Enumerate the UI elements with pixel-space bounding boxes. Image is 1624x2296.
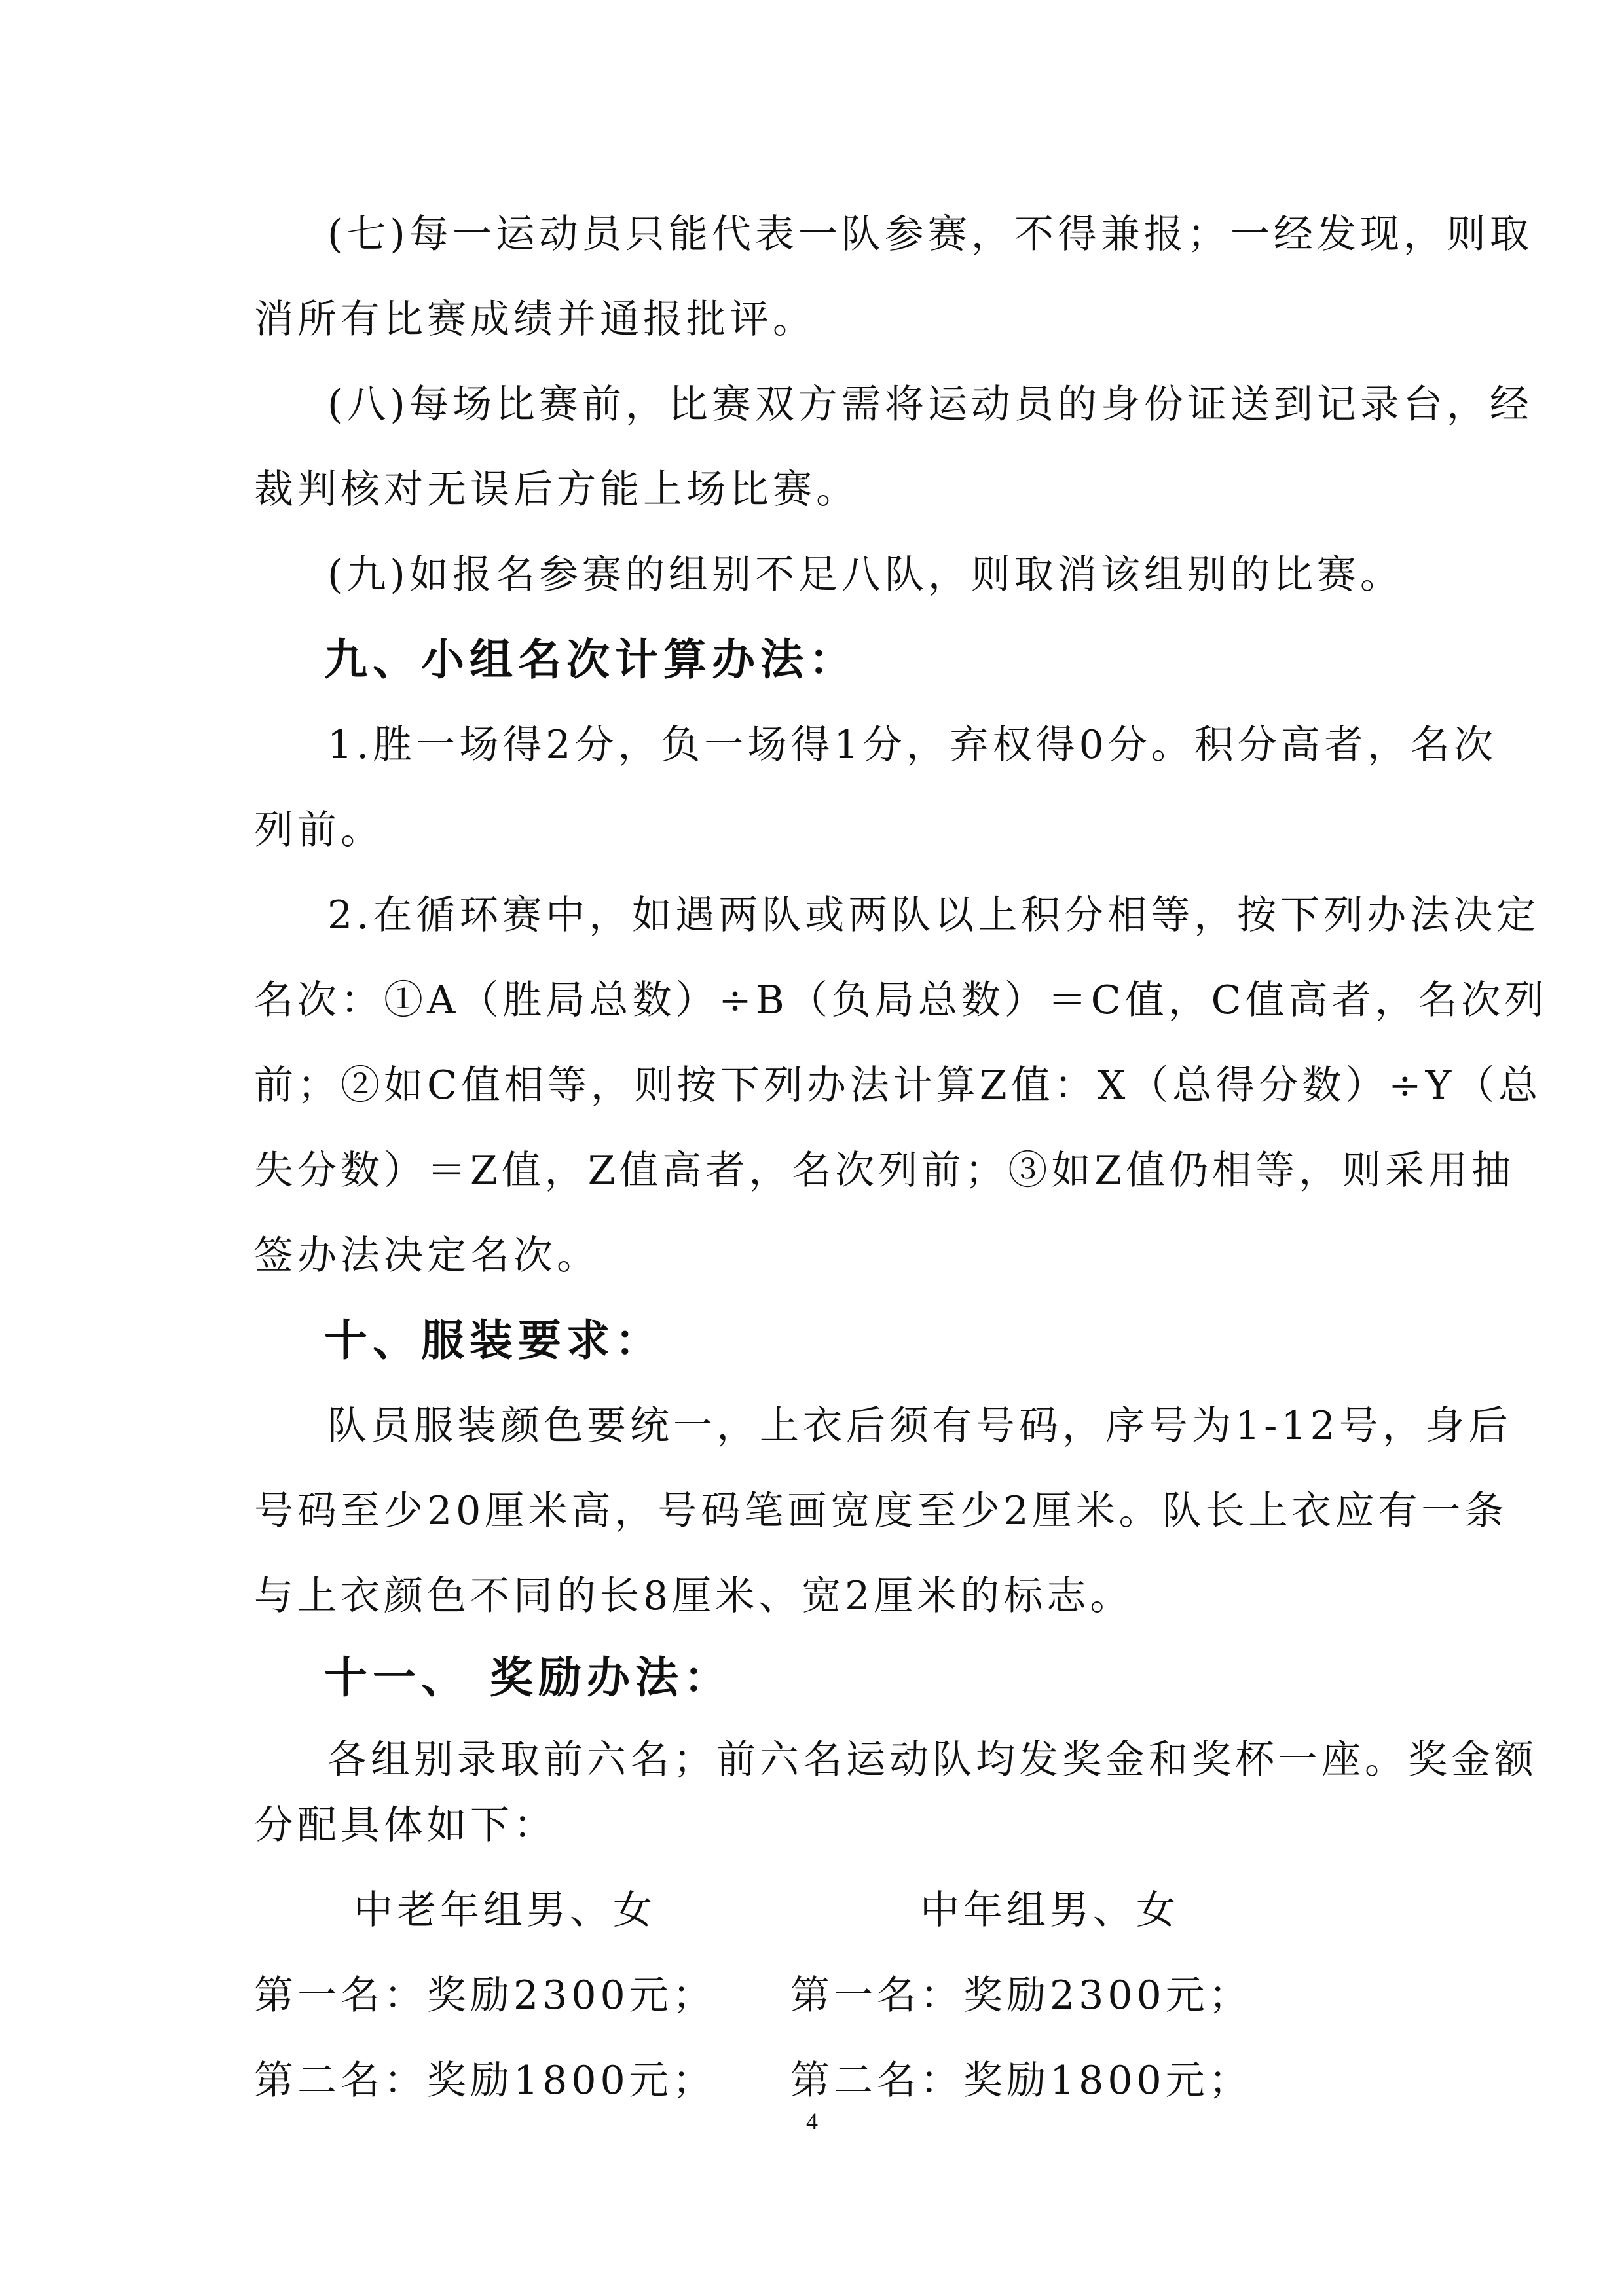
prize-right-row-2: 第二名：奖励1800元；: [790, 2058, 1252, 2104]
text-line: 消所有比赛成绩并通报批评。: [254, 297, 816, 342]
text-line: 2.在循环赛中，如遇两队或两队以上积分相等，按下列办法决定: [327, 892, 1540, 938]
section-heading: 十、服装要求：: [324, 1315, 663, 1366]
text-line: (八)每场比赛前，比赛双方需将运动员的身份证送到记录台，经: [327, 382, 1533, 428]
text-line: 号码至少20厘米高，号码笔画宽度至少2厘米。队长上衣应有一条: [254, 1488, 1508, 1534]
text-line: 签办法决定名次。: [254, 1233, 600, 1279]
prize-right-row-1: 第一名：奖励2300元；: [790, 1973, 1252, 2018]
section-heading: 十一、 奖励办法：: [324, 1652, 732, 1703]
text-line: 名次：①A（胜局总数）÷B（负局总数）＝C值，C值高者，名次列: [254, 977, 1548, 1023]
text-line: 前；②如C值相等，则按下列办法计算Z值：X（总得分数）÷Y（总: [254, 1063, 1542, 1108]
page-number: 4: [806, 2108, 818, 2134]
prize-col-header-left: 中老年组男、女: [354, 1887, 656, 1933]
text-line: 1.胜一场得2分，负一场得1分，弃权得0分。积分高者，名次: [327, 722, 1497, 768]
text-line: 各组别录取前六名；前六名运动队均发奖金和奖杯一座。奖金额: [327, 1737, 1538, 1783]
text-line: 队员服装颜色要统一，上衣后须有号码，序号为1-12号，身后: [327, 1403, 1512, 1449]
text-line: 裁判核对无误后方能上场比赛。: [254, 467, 859, 513]
text-line: 与上衣颜色不同的长8厘米、宽2厘米的标志。: [254, 1573, 1134, 1619]
prize-left-row-1: 第一名：奖励2300元；: [254, 1973, 716, 2018]
text-line: 失分数）＝Z值，Z值高者，名次列前；③如Z值仍相等，则采用抽: [254, 1148, 1515, 1194]
prize-col-header-right: 中年组男、女: [920, 1887, 1179, 1933]
section-heading: 九、小组名次计算办法：: [324, 634, 857, 685]
text-line: 列前。: [254, 807, 384, 853]
text-line: (九)如报名参赛的组别不足八队，则取消该组别的比赛。: [327, 552, 1403, 598]
prize-left-row-2: 第二名：奖励1800元；: [254, 2058, 716, 2104]
text-line: (七)每一运动员只能代表一队参赛，不得兼报；一经发现，则取: [327, 211, 1533, 257]
text-line: 分配具体如下：: [254, 1802, 557, 1848]
